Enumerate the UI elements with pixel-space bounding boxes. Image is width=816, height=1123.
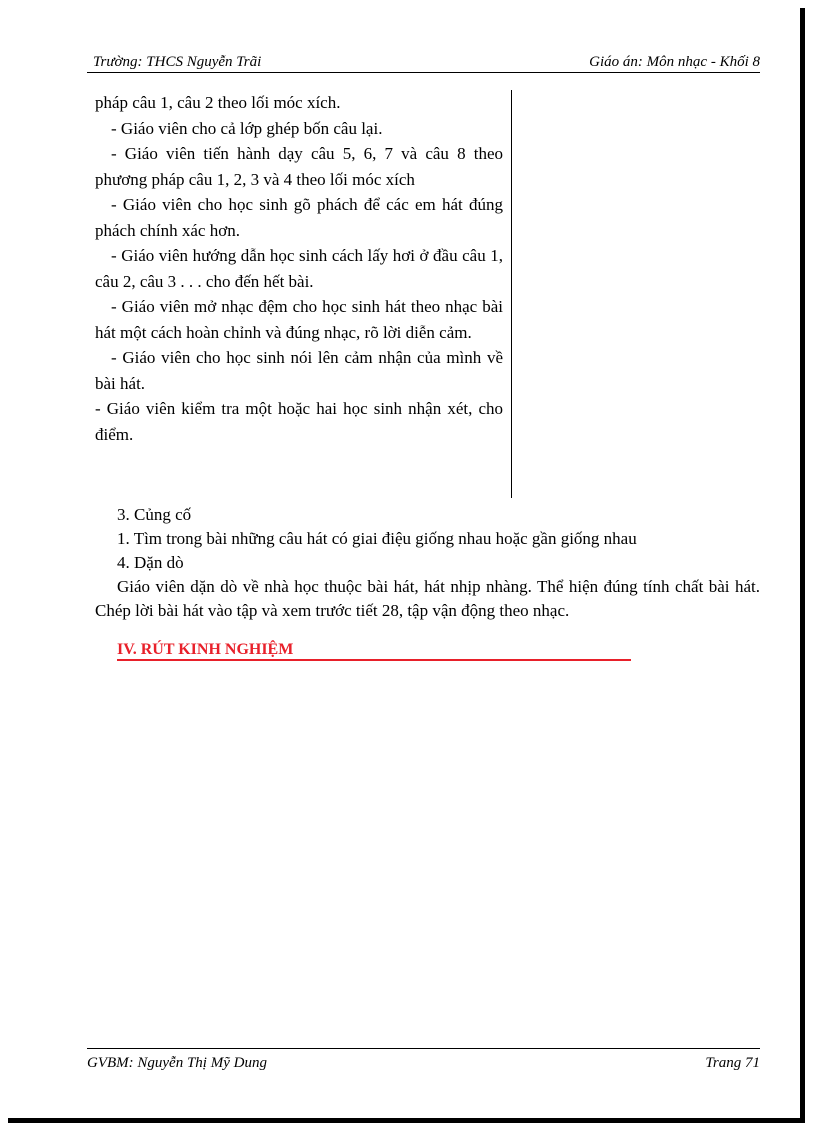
activity-column bbox=[95, 90, 503, 447]
page-footer bbox=[87, 1048, 760, 1071]
homework-text: Giáo viên dặn dò về nhà học thuộc bài hát, hát nhịp nhàng. Thể hiện đúng tính chất bài hát. Chép lời bài hát vào tập và xem trước tiết 28, tập vận động theo nhạc. bbox=[95, 577, 760, 620]
column-paragraph: - Giáo viên tiến hành dạy câu 5, 6, 7 và câu 8 theo phương pháp câu 1, 2, 3 và 4 theo lối móc xích bbox=[95, 144, 503, 189]
consolidation-text: 1. Tìm trong bài những câu hát có giai điệu giống nhau hoặc gần giống nhau bbox=[117, 529, 637, 548]
column-paragraph: - Giáo viên kiểm tra một hoặc hai học sinh nhận xét, cho điểm. bbox=[95, 399, 503, 444]
page-shadow-right bbox=[800, 8, 805, 1123]
header-course: Giáo án: Môn nhạc - Khối 8 bbox=[589, 54, 760, 70]
header-school: Trường: THCS Nguyễn Trãi bbox=[93, 54, 262, 70]
footer-page-number: Trang 71 bbox=[705, 1055, 760, 1071]
column-paragraph: - Giáo viên cho cả lớp ghép bốn câu lại. bbox=[111, 118, 383, 138]
section-title: IV. RÚT KINH NGHIỆM bbox=[117, 641, 631, 661]
column-paragraph: pháp câu 1, câu 2 theo lối móc xích. bbox=[95, 93, 341, 112]
column-paragraph: - Giáo viên hướng dẫn học sinh cách lấy hơi ở đầu câu 1, câu 2, câu 3 . . . cho đến hết bài. bbox=[95, 246, 503, 291]
column-paragraph: - Giáo viên mở nhạc đệm cho học sinh hát theo nhạc bài hát một cách hoàn chỉnh và đúng nhạc, rõ lời diễn cảm. bbox=[95, 297, 503, 342]
column-paragraph: - Giáo viên cho học sinh nói lên cảm nhận của mình về bài hát. bbox=[95, 348, 503, 393]
lesson-closing bbox=[95, 503, 760, 623]
page-shadow-bottom bbox=[8, 1118, 805, 1123]
column-paragraph: - Giáo viên cho học sinh gõ phách để các em hát đúng phách chính xác hơn. bbox=[95, 195, 503, 240]
footer-teacher: GVBM: Nguyễn Thị Mỹ Dung bbox=[87, 1055, 267, 1071]
consolidation-heading: 3. Củng cố bbox=[117, 505, 192, 524]
column-divider bbox=[511, 90, 512, 498]
page-header bbox=[87, 54, 760, 73]
homework-heading: 4. Dặn dò bbox=[117, 553, 184, 572]
